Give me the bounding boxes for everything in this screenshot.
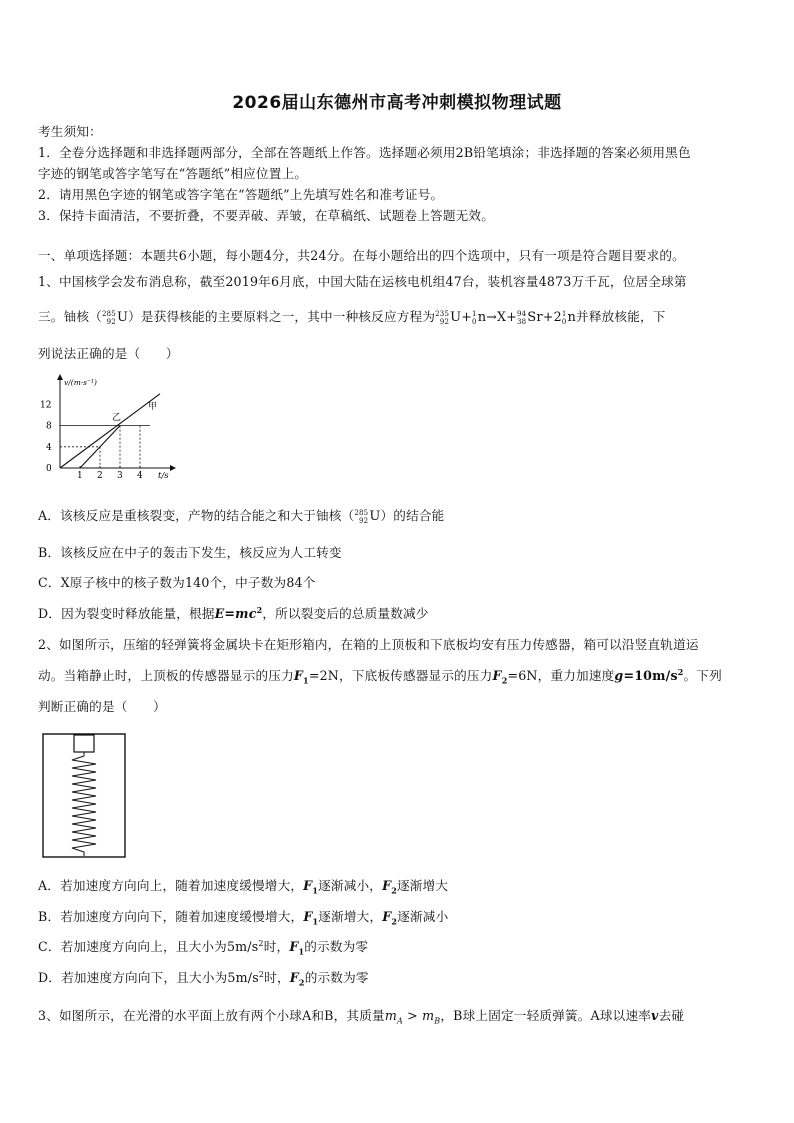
equation-Sr: 94 38 Sr [516,309,543,326]
section-heading: 一、单项选择题：本题共6小题，每小题4分，共24分。在每小题给出的四个选项中，只有一项是符合题目要求的。 [38,248,685,263]
q2-option-b: B．若加速度方向向下，随着加速度缓慢增大，$F_1$逐渐增大，$F_2$逐渐减小 [38,909,449,927]
notice-line-3: 2．请用黑色字迹的钢笔或答字笔在“答题纸”上先填写姓名和准考证号。 [38,187,444,202]
notice-line-4: 3．保持卡面清洁，不要折叠，不要弄破、弄皱，在草稿纸、试题卷上答题无效。 [38,208,494,223]
x-tick-label-2: 2 [97,471,103,481]
x-axis-label: t/s [158,471,169,481]
notice-heading: 考生须知： [38,124,102,139]
y-axis-arrow-icon [57,374,63,380]
y-tick-label-12: 12 [40,400,52,411]
x-tick-label-3: 3 [117,471,123,481]
q1-line-2-c: 并释放核能，下 [576,309,666,324]
equation-2n: 1 0 n [561,309,577,326]
q1-option-a: A．该核反应是重核裂变，产物的结合能之和大于铀核（ 285 92 U）的结合能 [38,508,445,525]
q1-line-3: 列说法正确的是（ ） [38,346,179,361]
q2-option-c: C．若加速度方向向上，且大小为$5m/s^2$时，$F_1$的示数为零 [38,938,369,957]
q2-option-a: A．若加速度方向向上，随着加速度缓慢增大，$F_1$逐渐减小，$F_2$逐渐增大 [38,878,449,896]
q1-line-2-b: ）是获得核能的主要原料之一，其中一种核反应方程为 [128,309,436,324]
spring [72,752,96,856]
notice-line-2: 字迹的钢笔或答字笔写在“答题纸”相应位置上。 [38,166,308,181]
q2-option-d: D．若加速度方向向下，且大小为$5m/s^2$时，$F_2$的示数为零 [38,969,369,988]
page-title: 2026届山东德州市高考冲刺模拟物理试题 [232,93,562,113]
y-axis-label: v/(m·s⁻¹) [64,378,97,387]
y-tick-label-8: 8 [46,421,52,432]
x-tick-label-4: 4 [137,471,143,481]
equation-U: 235 92 U [435,309,462,326]
x-axis-arrow-icon [170,465,176,471]
y-tick-label-0: 0 [46,464,52,474]
q1-line-2-a: 三。铀核（ [38,309,102,324]
series-label-jia: 甲 [148,402,158,412]
q2-line-2: 动。当箱静止时，上顶板的传感器显示的压力$F_1=2N$，下底板传感器显示的压力$F_2=6N$，重力加速度$g=10m/s^2$。下列 [38,666,722,686]
uranium-nuclide: 285 92 U [101,309,129,326]
notice-line-1: 1．全卷分选择题和非选择题两部分，全部在答题纸上作答。选择题必须用2B铅笔填涂；非选择题的答案必须用黑色 [38,145,691,160]
q1-option-b: B．该核反应在中子的轰击下发生，核反应为人工转变 [38,545,342,560]
series-line-jia [60,394,160,468]
q1-line-1: 1、中国核学会发布消息称，截至2019年6月底，中国大陆在运核电机组47台，装机容量4873万千瓦，位居全球第 [38,274,687,289]
spring-box-figure [42,733,126,858]
q1-line-2: 三。铀核（ 285 92 U）是获得核能的主要原料之一，其中一种核反应方程为 235 92 U+ 1 0 n→X+ 94 38 Sr+2 1 0 n并释放核能，下 [38,309,666,326]
q2-line-3: 判断正确的是（ ） [38,699,166,714]
q3-line-1: 3、如图所示，在光滑的水平面上放有两个小球A和B，其质量$m_A > m_B$，B球上固定一轻质弹簧。A球以速率v去碰 [38,1008,685,1026]
x-tick-label-1: 1 [77,471,83,481]
equation-n: 1 0 n [472,309,487,326]
metal-block [74,735,94,752]
q1-option-d: D．因为裂变时释放能量，根据$E=mc^2$，所以裂变后的总质量数减少 [38,604,429,621]
uranium-nuclide-option: 285 92 U [354,508,381,525]
y-tick-label-4: 4 [46,442,52,453]
series-label-yi: 乙 [112,413,122,423]
q1-option-c: C．X原子核中的核子数为140个，中子数为84个 [38,575,316,590]
q2-line-1: 2、如图所示，压缩的轻弹簧将金属块卡在矩形箱内，在箱的上顶板和下底板均安有压力传感器，箱可以沿竖直轨道运 [38,637,699,652]
vt-graph [36,372,176,484]
